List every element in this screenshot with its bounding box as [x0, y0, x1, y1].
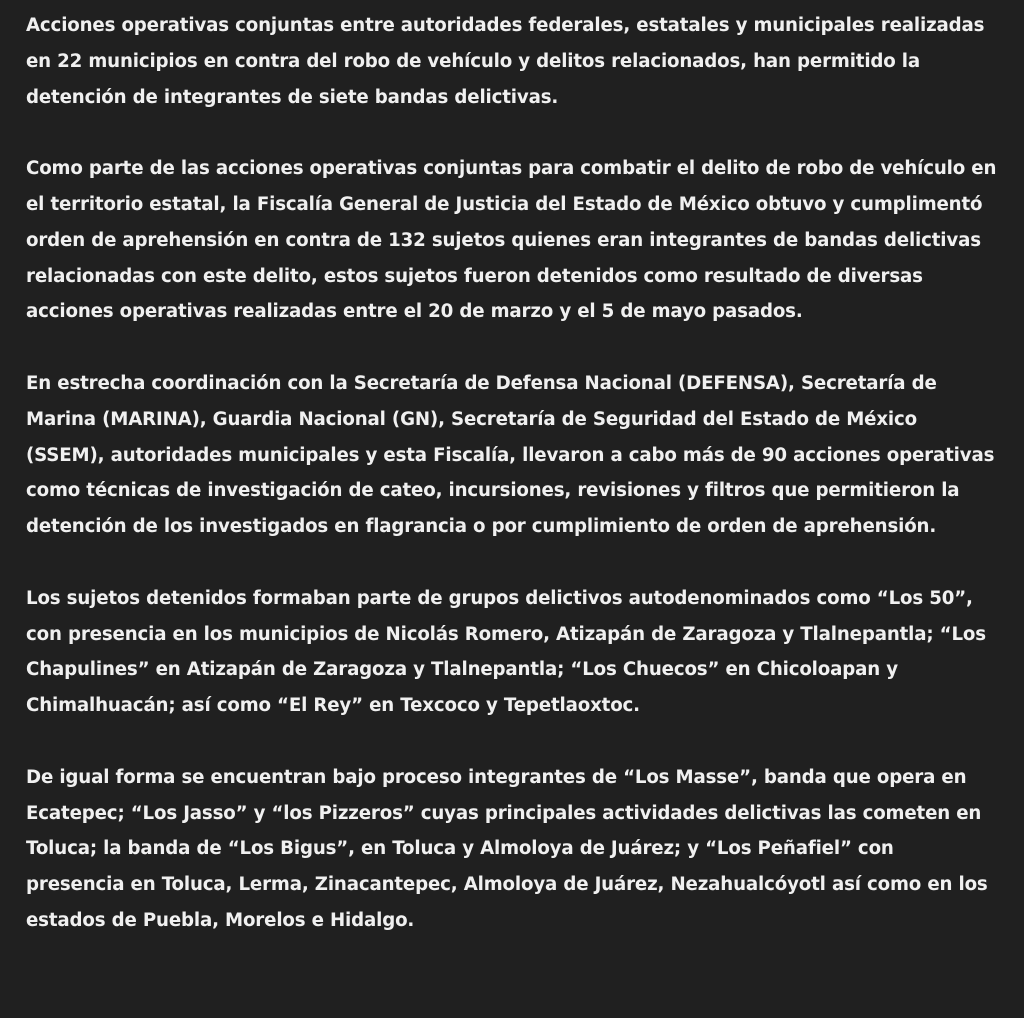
paragraph-coordination: En estrecha coordinación con la Secretaría de Defensa Nacional (DEFENSA), Secretaría de Marina (MARINA), Guardia Nacional (GN), Secretaría de Seguridad del Estado de México (SSEM), autoridades municipales y esta Fiscalía, llevaron a cabo más de 90 acciones operativas como técnicas de investigación de cateo, incursiones, revisiones y filtros que permitieron la detención de los investigados en flagrancia o por cumplimiento de orden de aprehensión. [26, 372, 995, 538]
paragraph-gangs: Los sujetos detenidos formaban parte de grupos delictivos autodenominados como “Los 50”, con presencia en los municipios de Nicolás Romero, Atizapán de Zaragoza y Tlalnepantla; “Los Chapulines” en Atizapán de Zaragoza y Tlalnepantla; “Los Chuecos” en Chicoloapan y Chimalhuacán; así como “El Rey” en Texcoco y Tepetlaoxtoc. [26, 587, 986, 717]
paragraph-under-process: De igual forma se encuentran bajo proceso integrantes de “Los Masse”, banda que opera en Ecatepec; “Los Jasso” y “los Pizzeros” cuyas principales actividades delictivas las cometen en Toluca; la banda de “Los Bigus”, en Toluca y Almoloya de Juárez; y “Los Peñafiel” con presencia en Toluca, Lerma, Zinacantepec, Almoloya de Juárez, Nezahualcóyotl así como en los estados de Puebla, Morelos e Hidalgo. [26, 766, 988, 931]
paragraph-arrests: Como parte de las acciones operativas conjuntas para combatir el delito de robo de vehículo en el territorio estatal, la Fiscalía General de Justicia del Estado de México obtuvo y cumplimentó orden de aprehensión en contra de 132 sujetos quienes eran integrantes de bandas delictivas relacionadas con este delito, estos sujetos fueron detenidos como resultado de diversas acciones operativas realizadas entre el 20 de marzo y el 5 de mayo pasados. [26, 158, 997, 323]
paragraph-intro: Acciones operativas conjuntas entre autoridades federales, estatales y municipales realizadas en 22 municipios en contra del robo de vehículo y delitos relacionados, han permitido la detención de integrantes de siete bandas delictivas. [26, 15, 985, 108]
